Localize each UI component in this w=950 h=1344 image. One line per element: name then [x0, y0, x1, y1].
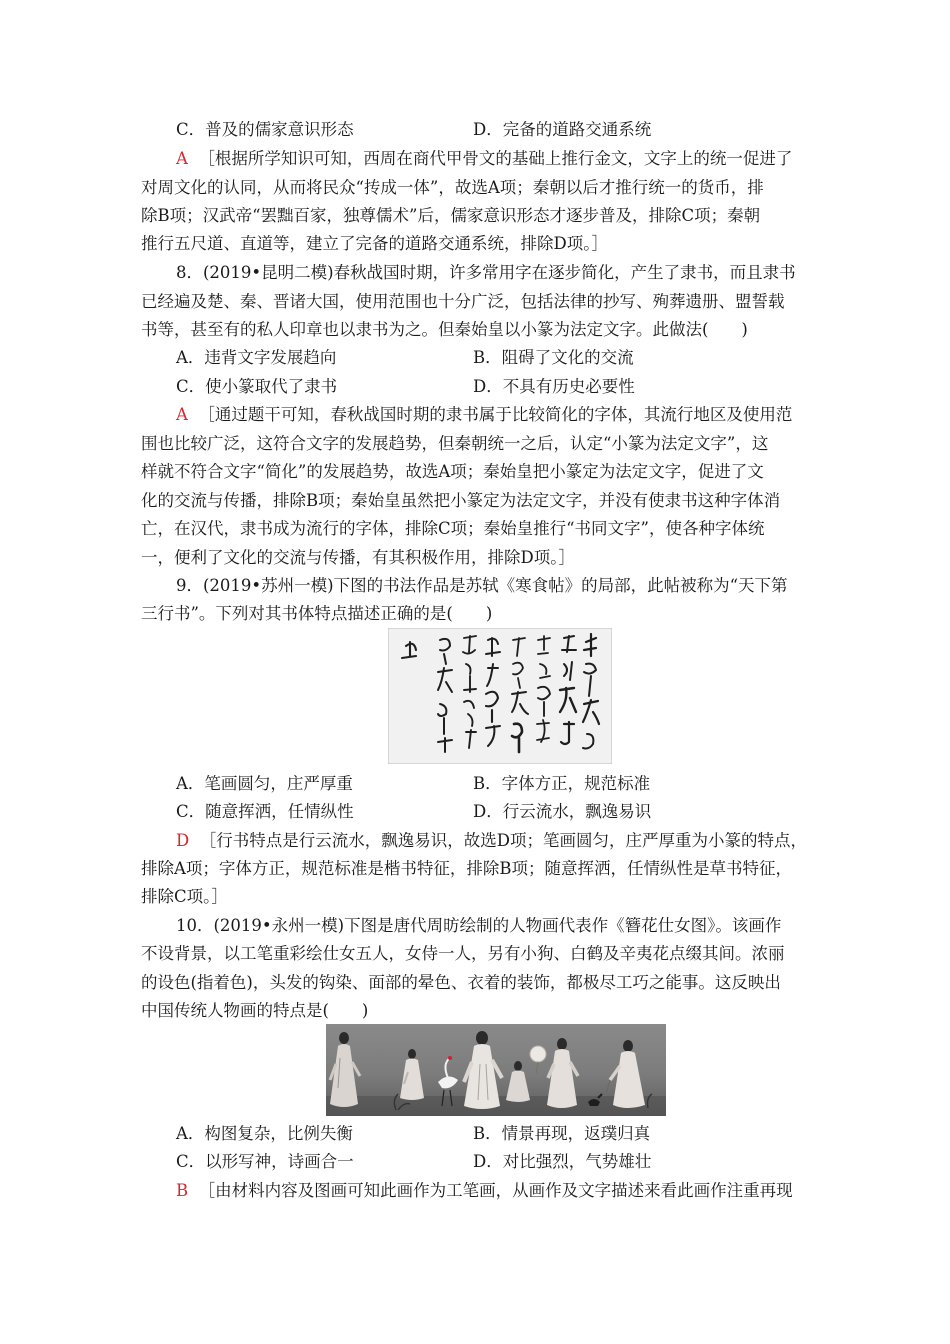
q10-explanation-line: B ［由材料内容及图画可知此画作为工笔画，从画作及文字描述来看此画作注重再现	[176, 1181, 793, 1200]
q10-option-c[interactable]: C．以形写神，诗画合一	[176, 1152, 354, 1171]
q10-stem-line: 的设色(指着色)，头发的钩染、面部的晕色、衣着的装饰，都极尽工巧之能事。这反映出	[141, 973, 781, 992]
q10-answer-letter: B	[176, 1181, 189, 1200]
q8-answer-letter: A	[176, 405, 188, 424]
q7-option-c[interactable]: C．普及的儒家意识形态	[176, 120, 354, 139]
q8-option-c[interactable]: C．使小篆取代了隶书	[176, 377, 338, 396]
q10-option-d[interactable]: D．对比强烈，气势雄壮	[473, 1152, 652, 1171]
q9-explanation-line: D ［行书特点是行云流水，飘逸易识，故选D项；笔画圆匀，庄严厚重为小篆的特点，	[176, 831, 807, 850]
q8-explanation-line: A ［通过题干可知，春秋战国时期的隶书属于比较简化的字体，其流行地区及使用范	[176, 405, 793, 424]
q8-stem-line: 书等，甚至有的私人印章也以隶书为之。但秦始皇以小篆为法定文字。此做法( )	[141, 320, 748, 339]
q9-option-a[interactable]: A．笔画圆匀，庄严厚重	[176, 774, 353, 793]
q10-stem-line: 中国传统人物画的特点是( )	[141, 1001, 369, 1020]
q8-explanation-line: 围也比较广泛，这符合文字的发展趋势，但秦朝统一之后，认定“小篆为法定文字”，这	[141, 434, 769, 453]
q9-option-d[interactable]: D．行云流水，飘逸易识	[473, 802, 652, 821]
q8-explanation-line: 样就不符合文字“简化”的发展趋势，故选A项；秦始皇把小篆定为法定文字，促进了文	[141, 462, 764, 481]
painting-image	[326, 1024, 666, 1116]
q10-option-b[interactable]: B．情景再现，返璞归真	[473, 1124, 651, 1143]
q10-stem-line: 10．(2019•永州一模)下图是唐代周昉绘制的人物画代表作《簪花仕女图》。该画作	[176, 916, 782, 935]
q8-explanation-line: 化的交流与传播，排除B项；秦始皇虽然把小篆定为法定文字，并没有使隶书这种字体消	[141, 491, 781, 510]
q8-option-a[interactable]: A．违背文字发展趋向	[176, 348, 337, 367]
q8-explanation-line: 一，便利了文化的交流与传播，有其积极作用，排除D项。］	[141, 548, 575, 567]
q8-stem-line: 已经遍及楚、秦、晋诸大国，使用范围也十分广泛，包括法律的抄写、殉葬遗册、盟誓载	[141, 292, 785, 311]
q7-explanation-line: A ［根据所学知识可知，西周在商代甲骨文的基础上推行金文，文字上的统一促进了	[176, 149, 793, 168]
q8-option-d[interactable]: D．不具有历史必要性	[473, 377, 635, 396]
q8-stem-line: 8．(2019•昆明二模)春秋战国时期，许多常用字在逐步简化，产生了隶书，而且隶书	[176, 263, 796, 282]
q9-explanation-line: 排除A项；字体方正，规范标准是楷书特征，排除B项；随意挥洒，任情纵性是草书特征，	[141, 859, 793, 878]
q7-explanation-line: 除B项；汉武帝“罢黜百家，独尊儒术”后，儒家意识形态才逐步普及，排除C项；秦朝	[141, 206, 761, 225]
q8-option-b[interactable]: B．阻碍了文化的交流	[473, 348, 634, 367]
q9-stem-line: 三行书”。下列对其书体特点描述正确的是( )	[141, 604, 493, 623]
q10-option-a[interactable]: A．构图复杂，比例失衡	[176, 1124, 353, 1143]
q7-answer-letter: A	[176, 149, 188, 168]
q9-explanation-line: 排除C项。］	[141, 887, 228, 906]
q7-option-d[interactable]: D．完备的道路交通系统	[473, 120, 652, 139]
q9-option-c[interactable]: C．随意挥洒，任情纵性	[176, 802, 354, 821]
q7-explanation-line: 对周文化的认同，从而将民众“抟成一体”，故选A项；秦朝以后才推行统一的货币，排	[141, 178, 764, 197]
q8-explanation-line: 亡，在汉代，隶书成为流行的字体，排除C项；秦始皇推行“书同文字”，使各种字体统	[141, 519, 765, 538]
q9-option-b[interactable]: B．字体方正，规范标准	[473, 774, 651, 793]
calligraphy-image	[388, 628, 612, 764]
q10-stem-line: 不设背景，以工笔重彩绘仕女五人，女侍一人，另有小狗、白鹤及辛夷花点缀其间。浓丽	[141, 944, 785, 963]
q9-stem-line: 9．(2019•苏州一模)下图的书法作品是苏轼《寒食帖》的局部，此帖被称为“天下第	[176, 576, 788, 595]
q9-answer-letter: D	[176, 831, 190, 850]
q7-explanation-line: 推行五尺道、直道等，建立了完备的道路交通系统，排除D项。］	[141, 234, 608, 253]
